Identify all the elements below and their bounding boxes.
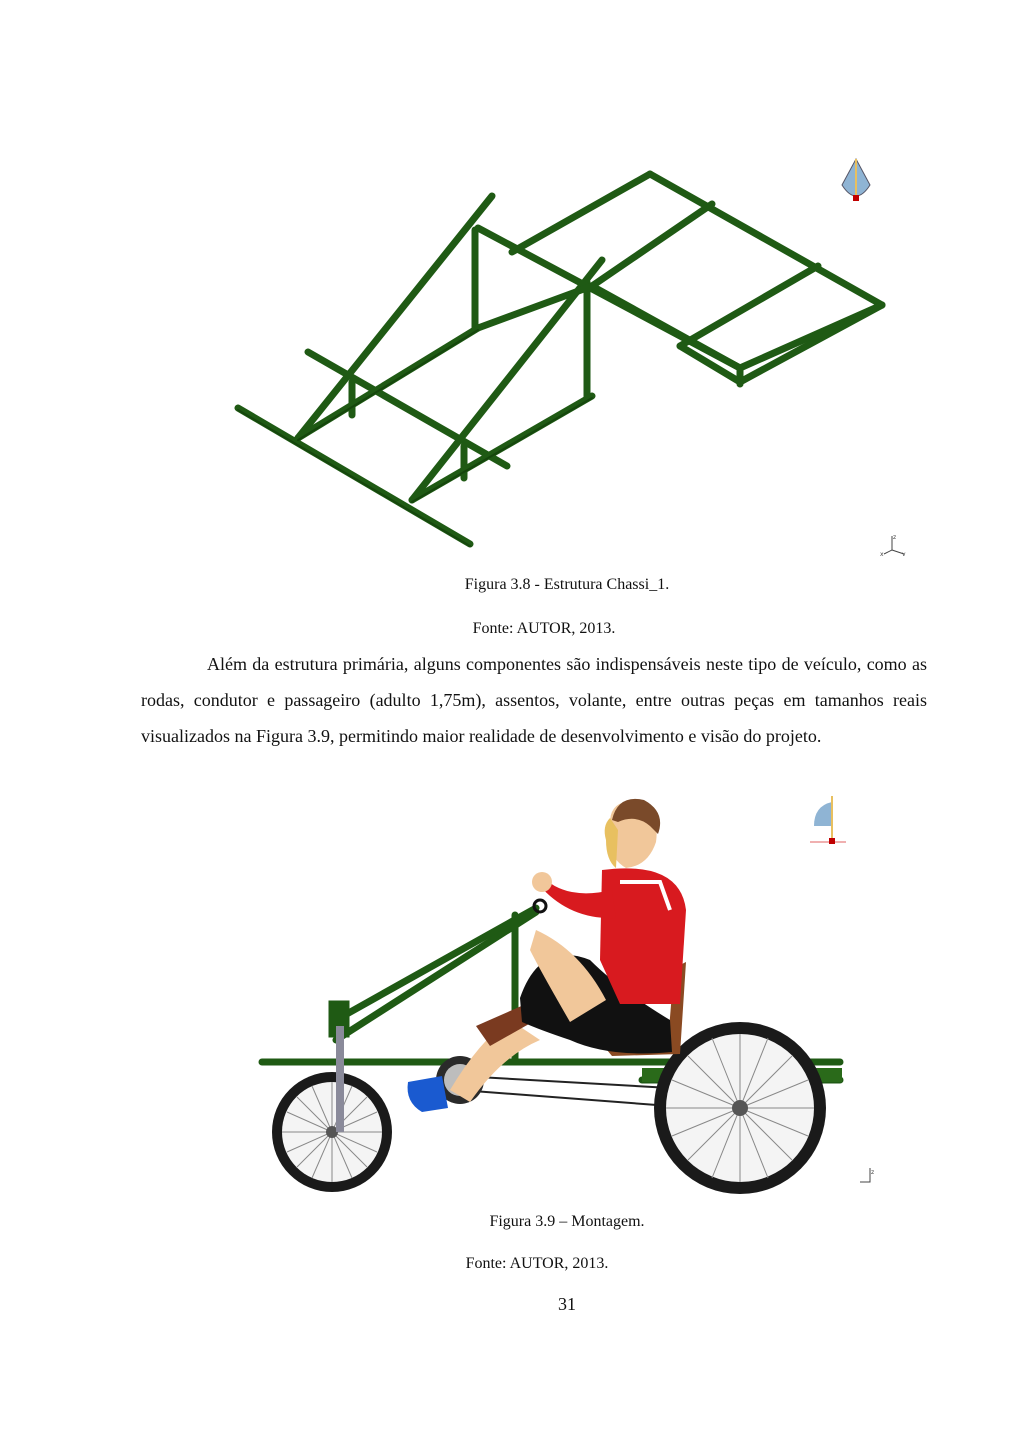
compass-icon — [806, 792, 850, 852]
chassis-image — [220, 150, 920, 560]
front-wheel — [272, 1072, 392, 1192]
svg-text:x: x — [880, 551, 884, 556]
axis-triad-icon — [880, 532, 910, 556]
figure-assembly-render — [240, 790, 880, 1200]
body-paragraph: Além da estrutura primária, alguns componentes são indispensáveis neste tipo de veículo, como as rodas, condutor e passageiro (adulto 1,75m), assentos, volante, entre outras peças em tamanhos reais visualizados na Figura 3.9, permitindo maior realidade de desenvolvimento e visão do projeto. — [141, 654, 927, 746]
compass-icon — [836, 155, 876, 207]
figure-chassis-render — [220, 150, 920, 560]
assembly-image — [240, 790, 880, 1200]
figure-source: Fonte: AUTOR, 2013. — [472, 620, 616, 637]
svg-text:z: z — [871, 1169, 875, 1176]
figure-caption: Figura 3.8 - Estrutura Chassi_1. — [464, 576, 670, 593]
axis-triad-icon — [856, 1166, 880, 1190]
svg-text:y: y — [902, 551, 906, 556]
svg-text:z: z — [893, 534, 897, 541]
figure-caption: Figura 3.9 – Montagem. — [489, 1213, 645, 1230]
page-number: 31 — [558, 1294, 576, 1314]
figure-source: Fonte: AUTOR, 2013. — [465, 1255, 609, 1272]
